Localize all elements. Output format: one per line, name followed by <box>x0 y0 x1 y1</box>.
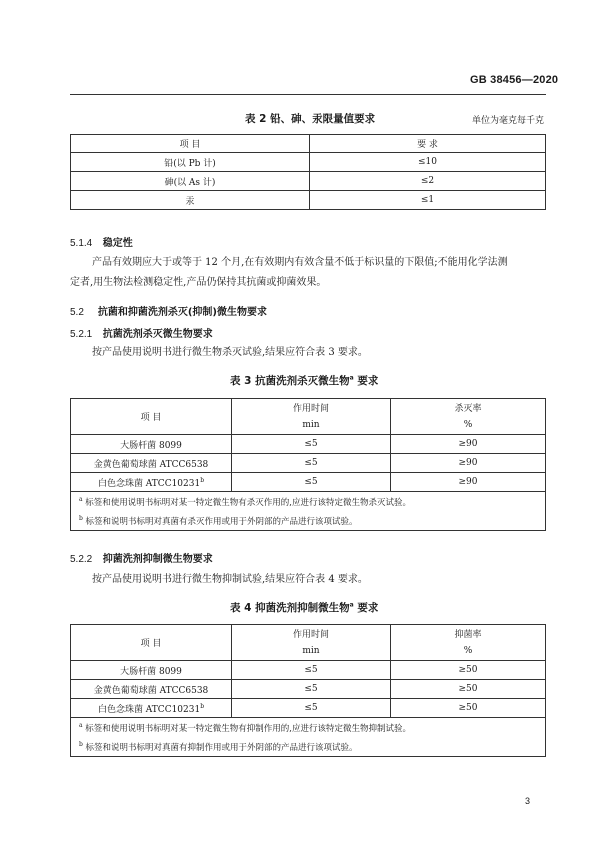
note-mark: b <box>79 514 83 522</box>
section-number: 5.2 <box>70 307 84 318</box>
caption-sup: a <box>349 601 354 609</box>
note-b <box>79 511 545 530</box>
page-number: 3 <box>525 796 531 806</box>
header-label: 作用时间 <box>292 629 329 640</box>
section-5-2-1-heading <box>70 325 213 340</box>
table-row <box>71 473 546 492</box>
header-unit: % <box>463 419 473 430</box>
table4-caption <box>230 600 378 615</box>
table2-value: ≤10 <box>310 153 546 172</box>
table3-item <box>71 435 232 454</box>
table-row <box>71 661 546 680</box>
note-text: 标签和说明书标明对真菌有抑制作用或用于外阴部的产品进行该项试验。 <box>85 742 358 753</box>
table3-rate: ≥90 <box>391 454 546 473</box>
caption-sup: a <box>349 374 354 382</box>
note-mark: a <box>79 496 83 503</box>
table3-time: ≤5 <box>232 473 391 492</box>
table4-item <box>71 680 232 699</box>
item-sup: b <box>200 702 205 710</box>
header-label: 杀灭率 <box>454 403 482 414</box>
table2-header-req: 要 求 <box>310 135 546 153</box>
section-5-1-4-para <box>70 253 540 293</box>
table4-item <box>71 661 232 680</box>
caption-tail: 要求 <box>357 375 379 387</box>
note-mark: b <box>79 740 83 748</box>
table4 <box>70 624 546 757</box>
section-5-2-2-para: 按产品使用说明书进行微生物抑制试验,结果应符合表 4 要求。 <box>92 574 368 585</box>
header-unit: % <box>463 645 473 656</box>
table-row <box>71 454 546 473</box>
table2-unit: 单位为毫克每千克 <box>472 116 545 126</box>
note-a <box>79 492 545 511</box>
table2-header-item: 项 目 <box>71 135 310 153</box>
table3-rate: ≥90 <box>391 473 546 492</box>
table-row <box>71 435 546 454</box>
header-unit: min <box>302 645 320 656</box>
table3-notes-row <box>71 492 546 531</box>
note-b <box>79 737 545 756</box>
caption-text: 表 4 抑菌洗剂抑制微生物 <box>230 602 350 614</box>
table3-header-time <box>232 399 391 435</box>
item-text: 白色念珠菌 ATCC10231 <box>97 478 201 489</box>
header-unit: min <box>302 419 320 430</box>
para-line: 定者,用生物法检测稳定性,产品仍保持其抗菌或抑菌效果。 <box>70 277 327 288</box>
note-text: 标签和说明书标明对真菌有杀灭作用或用于外阴部的产品进行该项试验。 <box>85 516 358 527</box>
table2 <box>70 134 546 210</box>
note-text: 标签和使用说明书标明对某一特定微生物有杀灭作用的,应进行该特定微生物杀灭试验。 <box>85 497 411 508</box>
table3-time: ≤5 <box>232 435 391 454</box>
table2-item: 汞 <box>71 191 310 210</box>
table4-rate: ≥50 <box>391 661 546 680</box>
table3-header-item: 项 目 <box>71 399 232 435</box>
para-line: 产品有效期应大于或等于 12 个月,在有效期内有效含量不低于标识量的下限值;不能用化学法测 <box>92 257 508 268</box>
table3 <box>70 398 546 531</box>
table-row <box>71 699 546 718</box>
table4-header-rate <box>391 625 546 661</box>
table4-rate: ≥50 <box>391 699 546 718</box>
table-row <box>71 680 546 699</box>
table3-item <box>71 473 232 492</box>
table-row <box>71 172 546 191</box>
table3-rate: ≥90 <box>391 435 546 454</box>
section-5-2-2-heading <box>70 550 213 565</box>
table3-time: ≤5 <box>232 454 391 473</box>
item-text: 大肠杆菌 8099 <box>120 440 182 451</box>
section-number: 5.2.2 <box>70 554 93 565</box>
table-row <box>71 153 546 172</box>
note-a <box>79 718 545 737</box>
section-title: 抗菌和抑菌洗剂杀灭(抑制)微生物要求 <box>97 307 267 318</box>
table4-time: ≤5 <box>232 661 391 680</box>
table4-notes <box>71 718 546 757</box>
caption-tail: 要求 <box>357 602 379 614</box>
table2-item: 铅(以 Pb 计) <box>71 153 310 172</box>
note-text: 标签和使用说明书标明对某一特定微生物有抑制作用的,应进行该特定微生物抑制试验。 <box>85 723 411 734</box>
section-5-2-heading <box>70 303 267 318</box>
table4-notes-row <box>71 718 546 757</box>
table2-caption: 表 2 铅、砷、汞限量值要求 <box>245 113 376 125</box>
item-text: 白色念珠菌 ATCC10231 <box>97 704 201 715</box>
item-text: 金黄色葡萄球菌 ATCC6538 <box>93 685 209 696</box>
header-label: 抑菌率 <box>454 629 482 640</box>
table4-time: ≤5 <box>232 699 391 718</box>
table4-time: ≤5 <box>232 680 391 699</box>
item-text: 大肠杆菌 8099 <box>120 666 182 677</box>
item-sup: b <box>200 476 205 484</box>
note-mark: a <box>79 722 83 729</box>
section-5-1-4-heading <box>70 234 133 249</box>
section-title: 抑菌洗剂抑制微生物要求 <box>102 554 213 565</box>
table3-header-rate <box>391 399 546 435</box>
table4-item <box>71 699 232 718</box>
section-title: 稳定性 <box>102 238 133 249</box>
table3-item <box>71 454 232 473</box>
table3-caption <box>230 373 378 388</box>
table2-value: ≤2 <box>310 172 546 191</box>
section-number: 5.1.4 <box>70 238 93 249</box>
header-label: 作用时间 <box>292 403 329 414</box>
table2-value: ≤1 <box>310 191 546 210</box>
caption-text: 表 3 抗菌洗剂杀灭微生物 <box>230 375 350 387</box>
table4-rate: ≥50 <box>391 680 546 699</box>
section-5-2-1-para: 按产品使用说明书进行微生物杀灭试验,结果应符合表 3 要求。 <box>92 347 368 358</box>
section-number: 5.2.1 <box>70 329 93 340</box>
standard-code: GB 38456—2020 <box>470 74 559 86</box>
header-divider <box>70 94 546 95</box>
table2-item: 砷(以 As 计) <box>71 172 310 191</box>
table4-header-item: 项 目 <box>71 625 232 661</box>
table-row <box>71 191 546 210</box>
table4-header-time <box>232 625 391 661</box>
item-text: 金黄色葡萄球菌 ATCC6538 <box>93 459 209 470</box>
table3-notes <box>71 492 546 531</box>
section-title: 抗菌洗剂杀灭微生物要求 <box>102 329 213 340</box>
